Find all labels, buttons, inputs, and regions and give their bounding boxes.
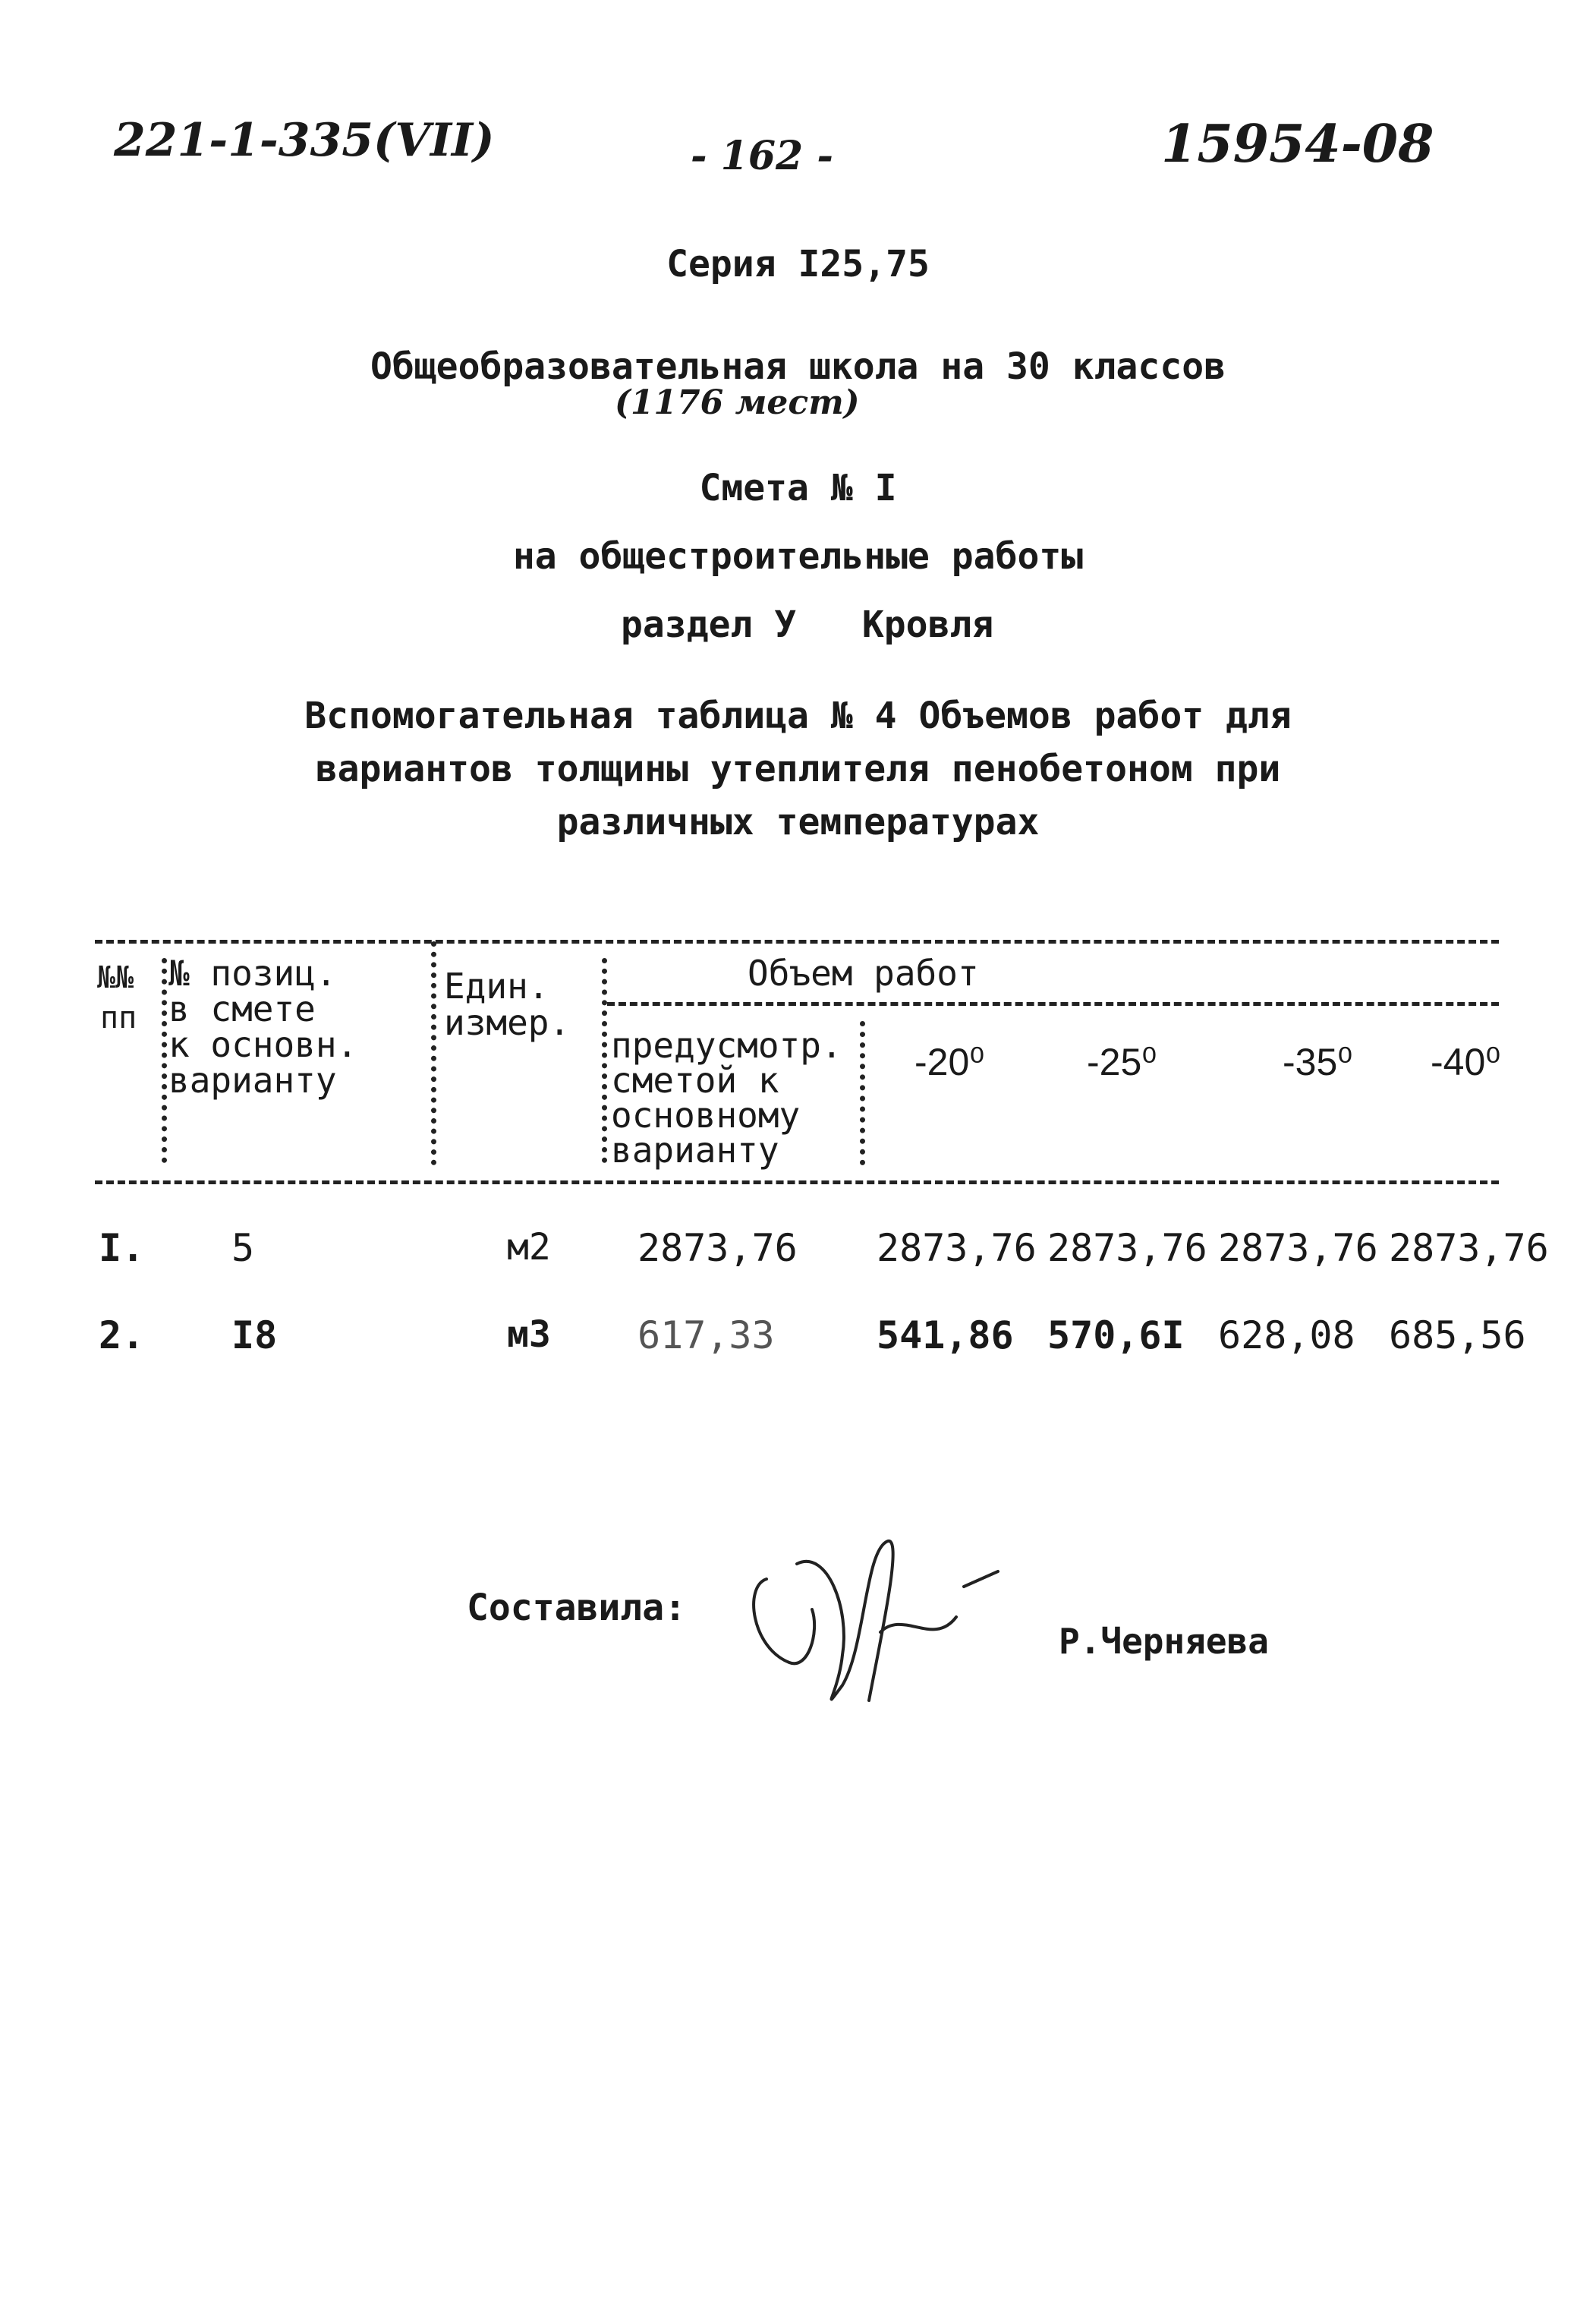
row2-num: 2. [99, 1313, 145, 1357]
handwritten-code-right: 15954-08 [1161, 114, 1434, 175]
row2-minus40: 685,56 [1389, 1313, 1526, 1357]
row1-pos: 5 [231, 1226, 255, 1270]
header-pos-1: № позиц. [168, 953, 337, 994]
col-separator-1 [162, 958, 167, 1163]
school-title: Общеобразовательная школа на 30 классов [370, 345, 1226, 388]
table-title-line-3: различных температурах [556, 801, 1040, 843]
table-top-rule [95, 940, 1499, 944]
col-separator-4 [860, 1021, 865, 1165]
row2-minus25: 570,6I [1047, 1313, 1185, 1357]
row1-unit: м2 [507, 1226, 551, 1269]
handwritten-signature [736, 1518, 1009, 1731]
row1-base: 2873,76 [637, 1226, 798, 1270]
row2-minus20: 541,86 [877, 1313, 1014, 1357]
table-title-line-1: Вспомогательная таблица № 4 Объемов работ для [304, 695, 1292, 737]
row2-base: 617,33 [637, 1313, 775, 1357]
header-unit-2: измер. [444, 1002, 571, 1043]
header-base-1: предусмотр. [611, 1025, 842, 1066]
series-title: Серия I25,75 [666, 243, 930, 285]
header-volume: Объем работ [748, 953, 979, 994]
header-pos-4: варианту [168, 1060, 337, 1101]
works-title: на общестроительные работы [512, 535, 1084, 578]
col-separator-2 [431, 941, 436, 1165]
header-pos-3: к основн. [168, 1024, 358, 1065]
header-base-2: сметой к [611, 1060, 779, 1101]
header-temp-minus35: -35⁰ [1283, 1041, 1353, 1083]
handwritten-page-number: - 162 - [691, 133, 833, 179]
header-num-2: пп [100, 1001, 137, 1035]
header-temp-minus25: -25⁰ [1087, 1041, 1157, 1083]
header-base-4: варианту [611, 1130, 779, 1171]
header-temp-minus20: -20⁰ [914, 1041, 985, 1083]
row2-unit: м3 [507, 1313, 551, 1356]
volume-sub-rule [607, 1002, 1499, 1006]
table-title-line-2: вариантов толщины утеплителя пенобетоном при [315, 748, 1281, 790]
section-title: раздел У Кровля [621, 604, 994, 646]
row1-minus25: 2873,76 [1047, 1226, 1207, 1270]
estimate-title: Смета № I [699, 467, 897, 509]
handwritten-code-left: 221-1-335(VII) [114, 114, 495, 167]
header-bottom-rule [95, 1180, 1499, 1184]
row1-minus40: 2873,76 [1389, 1226, 1549, 1270]
row1-num: I. [99, 1226, 145, 1270]
header-pos-2: в смете [168, 988, 316, 1029]
handwritten-places-note: (1176 мест) [615, 383, 860, 422]
header-unit-1: Един. [444, 966, 549, 1007]
header-temp-minus40: -40⁰ [1431, 1041, 1501, 1083]
header-base-3: основному [611, 1095, 801, 1136]
row2-pos: I8 [231, 1313, 278, 1357]
row2-minus35: 628,08 [1218, 1313, 1355, 1357]
row1-minus35: 2873,76 [1218, 1226, 1378, 1270]
col-separator-3 [602, 958, 607, 1163]
header-num-1: №№ [97, 960, 134, 995]
row1-minus20: 2873,76 [877, 1226, 1037, 1270]
compiled-label: Составила: [467, 1587, 686, 1629]
author-name: Р.Черняева [1059, 1621, 1269, 1662]
